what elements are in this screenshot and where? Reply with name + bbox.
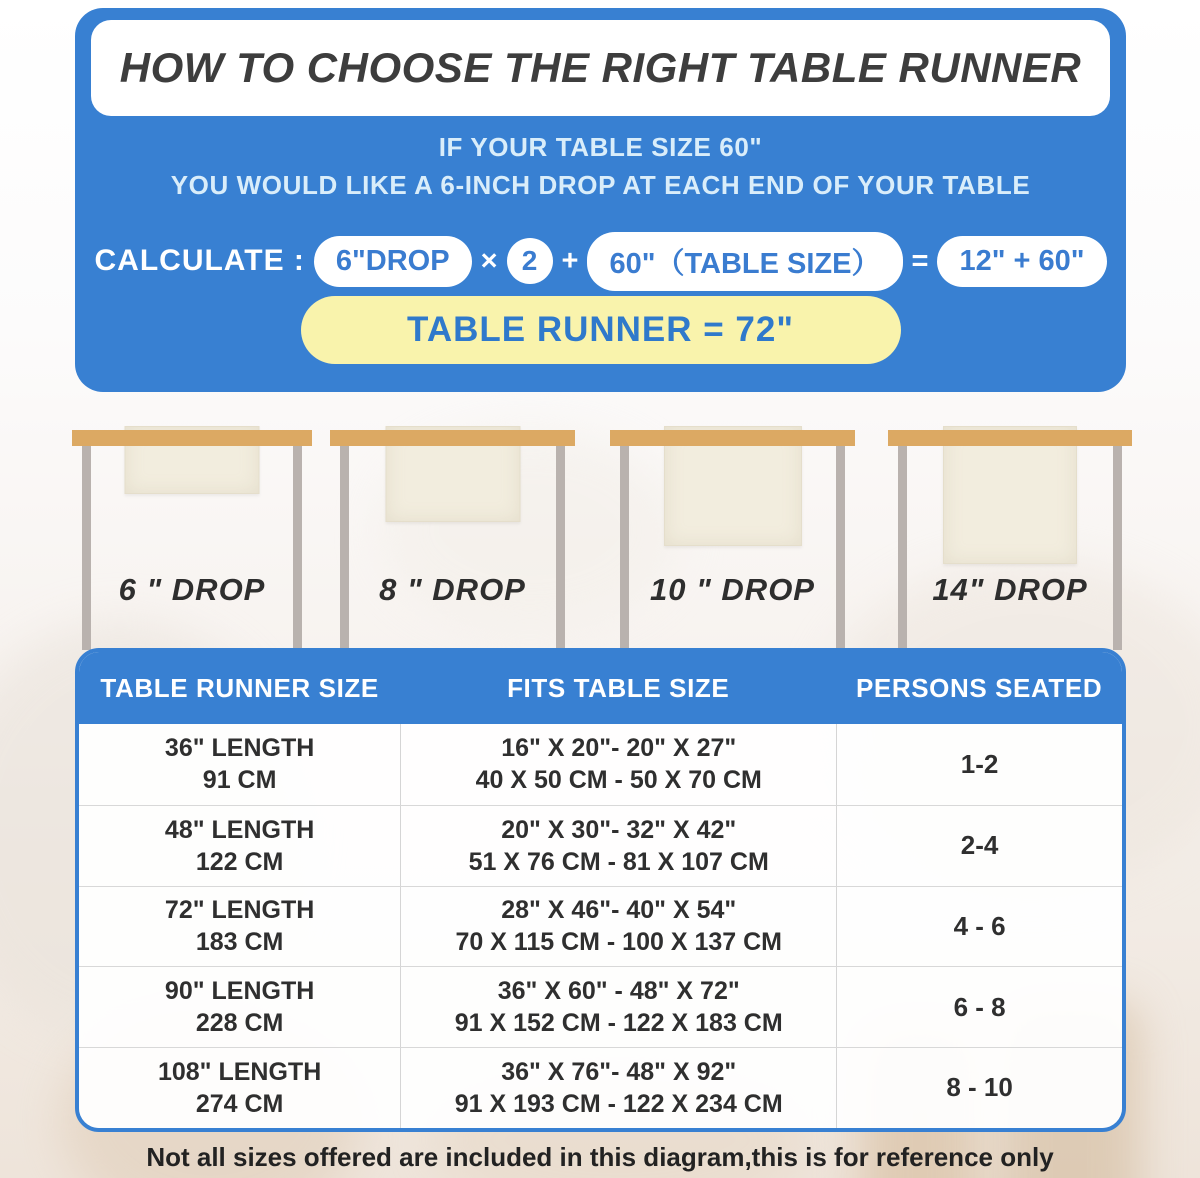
runner-length-in: 48" LENGTH bbox=[164, 815, 315, 844]
table-row bbox=[79, 966, 1122, 1047]
fits-size-cm: 91 X 193 CM - 122 X 234 CM bbox=[454, 1090, 783, 1119]
runner-size-cell bbox=[79, 1048, 400, 1128]
table-leg bbox=[556, 446, 565, 650]
calculation-formula bbox=[75, 234, 1126, 288]
table-row bbox=[79, 1047, 1122, 1128]
result-text: TABLE RUNNER = 72" bbox=[407, 310, 794, 349]
subtitle-line-1: IF YOUR TABLE SIZE 60" bbox=[438, 132, 763, 162]
persons-cell bbox=[836, 1048, 1122, 1128]
fits-size-in: 36" X 60" - 48" X 72" bbox=[497, 977, 740, 1006]
runner-length-cm: 91 CM bbox=[202, 766, 277, 795]
table-leg bbox=[82, 446, 91, 650]
drop-label: 6 " DROP bbox=[118, 572, 266, 607]
persons-value: 6 - 8 bbox=[953, 991, 1006, 1022]
sum-pill: 12" + 60" bbox=[937, 236, 1106, 287]
fits-size-cm: 91 X 152 CM - 122 X 183 CM bbox=[454, 1009, 783, 1038]
title-banner bbox=[91, 20, 1110, 116]
result-banner bbox=[301, 296, 901, 364]
drop-figure-10in bbox=[610, 420, 855, 658]
table-row bbox=[79, 886, 1122, 967]
runner-size-cell bbox=[79, 724, 400, 805]
calculate-label: CALCULATE : bbox=[94, 244, 305, 277]
runner-length-in: 108" LENGTH bbox=[157, 1058, 322, 1087]
fits-size-cm: 40 X 50 CM - 50 X 70 CM bbox=[475, 766, 762, 795]
fits-size-cell bbox=[400, 967, 836, 1047]
runner-size-cell bbox=[79, 967, 400, 1047]
runner-length-cm: 122 CM bbox=[195, 847, 284, 876]
table-row bbox=[79, 805, 1122, 886]
table-leg bbox=[340, 446, 349, 650]
persons-cell bbox=[836, 806, 1122, 886]
drop-figure-14in bbox=[888, 420, 1132, 658]
runner-cloth bbox=[943, 426, 1077, 564]
multiply-sign: × bbox=[480, 244, 498, 277]
drop-figure-8in bbox=[330, 420, 575, 658]
persons-value: 1-2 bbox=[960, 748, 999, 779]
runner-length-in: 36" LENGTH bbox=[164, 734, 315, 763]
runner-length-in: 90" LENGTH bbox=[164, 977, 315, 1006]
table-size-pill: 60"（TABLE SIZE） bbox=[587, 232, 902, 291]
reference-footnote: Not all sizes offered are included in this diagram,this is for reference only bbox=[146, 1142, 1054, 1172]
column-header-fits-table-size: FITS TABLE SIZE bbox=[507, 672, 730, 703]
tabletop bbox=[888, 430, 1132, 446]
table-leg bbox=[1113, 446, 1122, 650]
tabletop bbox=[330, 430, 575, 446]
runner-size-cell bbox=[79, 806, 400, 886]
fits-size-cell bbox=[400, 887, 836, 967]
fits-size-in: 16" X 20"- 20" X 27" bbox=[501, 734, 737, 763]
table-leg bbox=[620, 446, 629, 650]
table-row bbox=[79, 724, 1122, 805]
runner-size-cell bbox=[79, 887, 400, 967]
tabletop bbox=[610, 430, 855, 446]
table-leg bbox=[293, 446, 302, 650]
drop-label: 10 " DROP bbox=[650, 572, 815, 607]
subtitle-line-2: YOU WOULD LIKE A 6-INCH DROP AT EACH END OF YOUR TABLE bbox=[170, 170, 1031, 200]
persons-value: 8 - 10 bbox=[946, 1072, 1013, 1103]
page-title: HOW TO CHOOSE THE RIGHT TABLE RUNNER bbox=[119, 44, 1082, 91]
persons-value: 2-4 bbox=[960, 830, 999, 861]
fits-size-cell bbox=[400, 806, 836, 886]
fits-size-in: 20" X 30"- 32" X 42" bbox=[501, 815, 737, 844]
persons-cell bbox=[836, 967, 1122, 1047]
drop-label: 14" DROP bbox=[932, 572, 1088, 607]
fits-size-in: 28" X 46"- 40" X 54" bbox=[501, 896, 737, 925]
runner-length-cm: 183 CM bbox=[195, 928, 284, 957]
drop-label: 8 " DROP bbox=[379, 572, 526, 607]
table-header-row bbox=[79, 652, 1122, 724]
column-header-persons-seated: PERSONS SEATED bbox=[855, 672, 1103, 703]
multiplier-circle: 2 bbox=[507, 238, 553, 284]
fits-size-in: 36" X 76"- 48" X 92" bbox=[501, 1058, 737, 1087]
equals-sign: = bbox=[911, 244, 929, 277]
header-panel bbox=[75, 8, 1126, 392]
fits-size-cm: 51 X 76 CM - 81 X 107 CM bbox=[468, 847, 769, 876]
table-leg bbox=[836, 446, 845, 650]
drop-value-pill: 6"DROP bbox=[314, 236, 472, 287]
fits-size-cell bbox=[400, 724, 836, 805]
runner-length-cm: 228 CM bbox=[195, 1009, 284, 1038]
drop-illustrations bbox=[0, 420, 1200, 660]
fits-size-cell bbox=[400, 1048, 836, 1128]
column-header-runner-size: TABLE RUNNER SIZE bbox=[100, 672, 379, 703]
table-leg bbox=[898, 446, 907, 650]
fits-size-cm: 70 X 115 CM - 100 X 137 CM bbox=[455, 928, 782, 957]
tabletop bbox=[72, 430, 312, 446]
persons-cell bbox=[836, 724, 1122, 805]
size-reference-table bbox=[75, 648, 1126, 1132]
table-body bbox=[79, 724, 1122, 1128]
runner-length-cm: 274 CM bbox=[195, 1090, 284, 1119]
drop-figure-6in bbox=[72, 420, 312, 658]
runner-length-in: 72" LENGTH bbox=[164, 896, 315, 925]
persons-cell bbox=[836, 887, 1122, 967]
plus-sign: + bbox=[561, 244, 579, 277]
persons-value: 4 - 6 bbox=[953, 910, 1006, 941]
